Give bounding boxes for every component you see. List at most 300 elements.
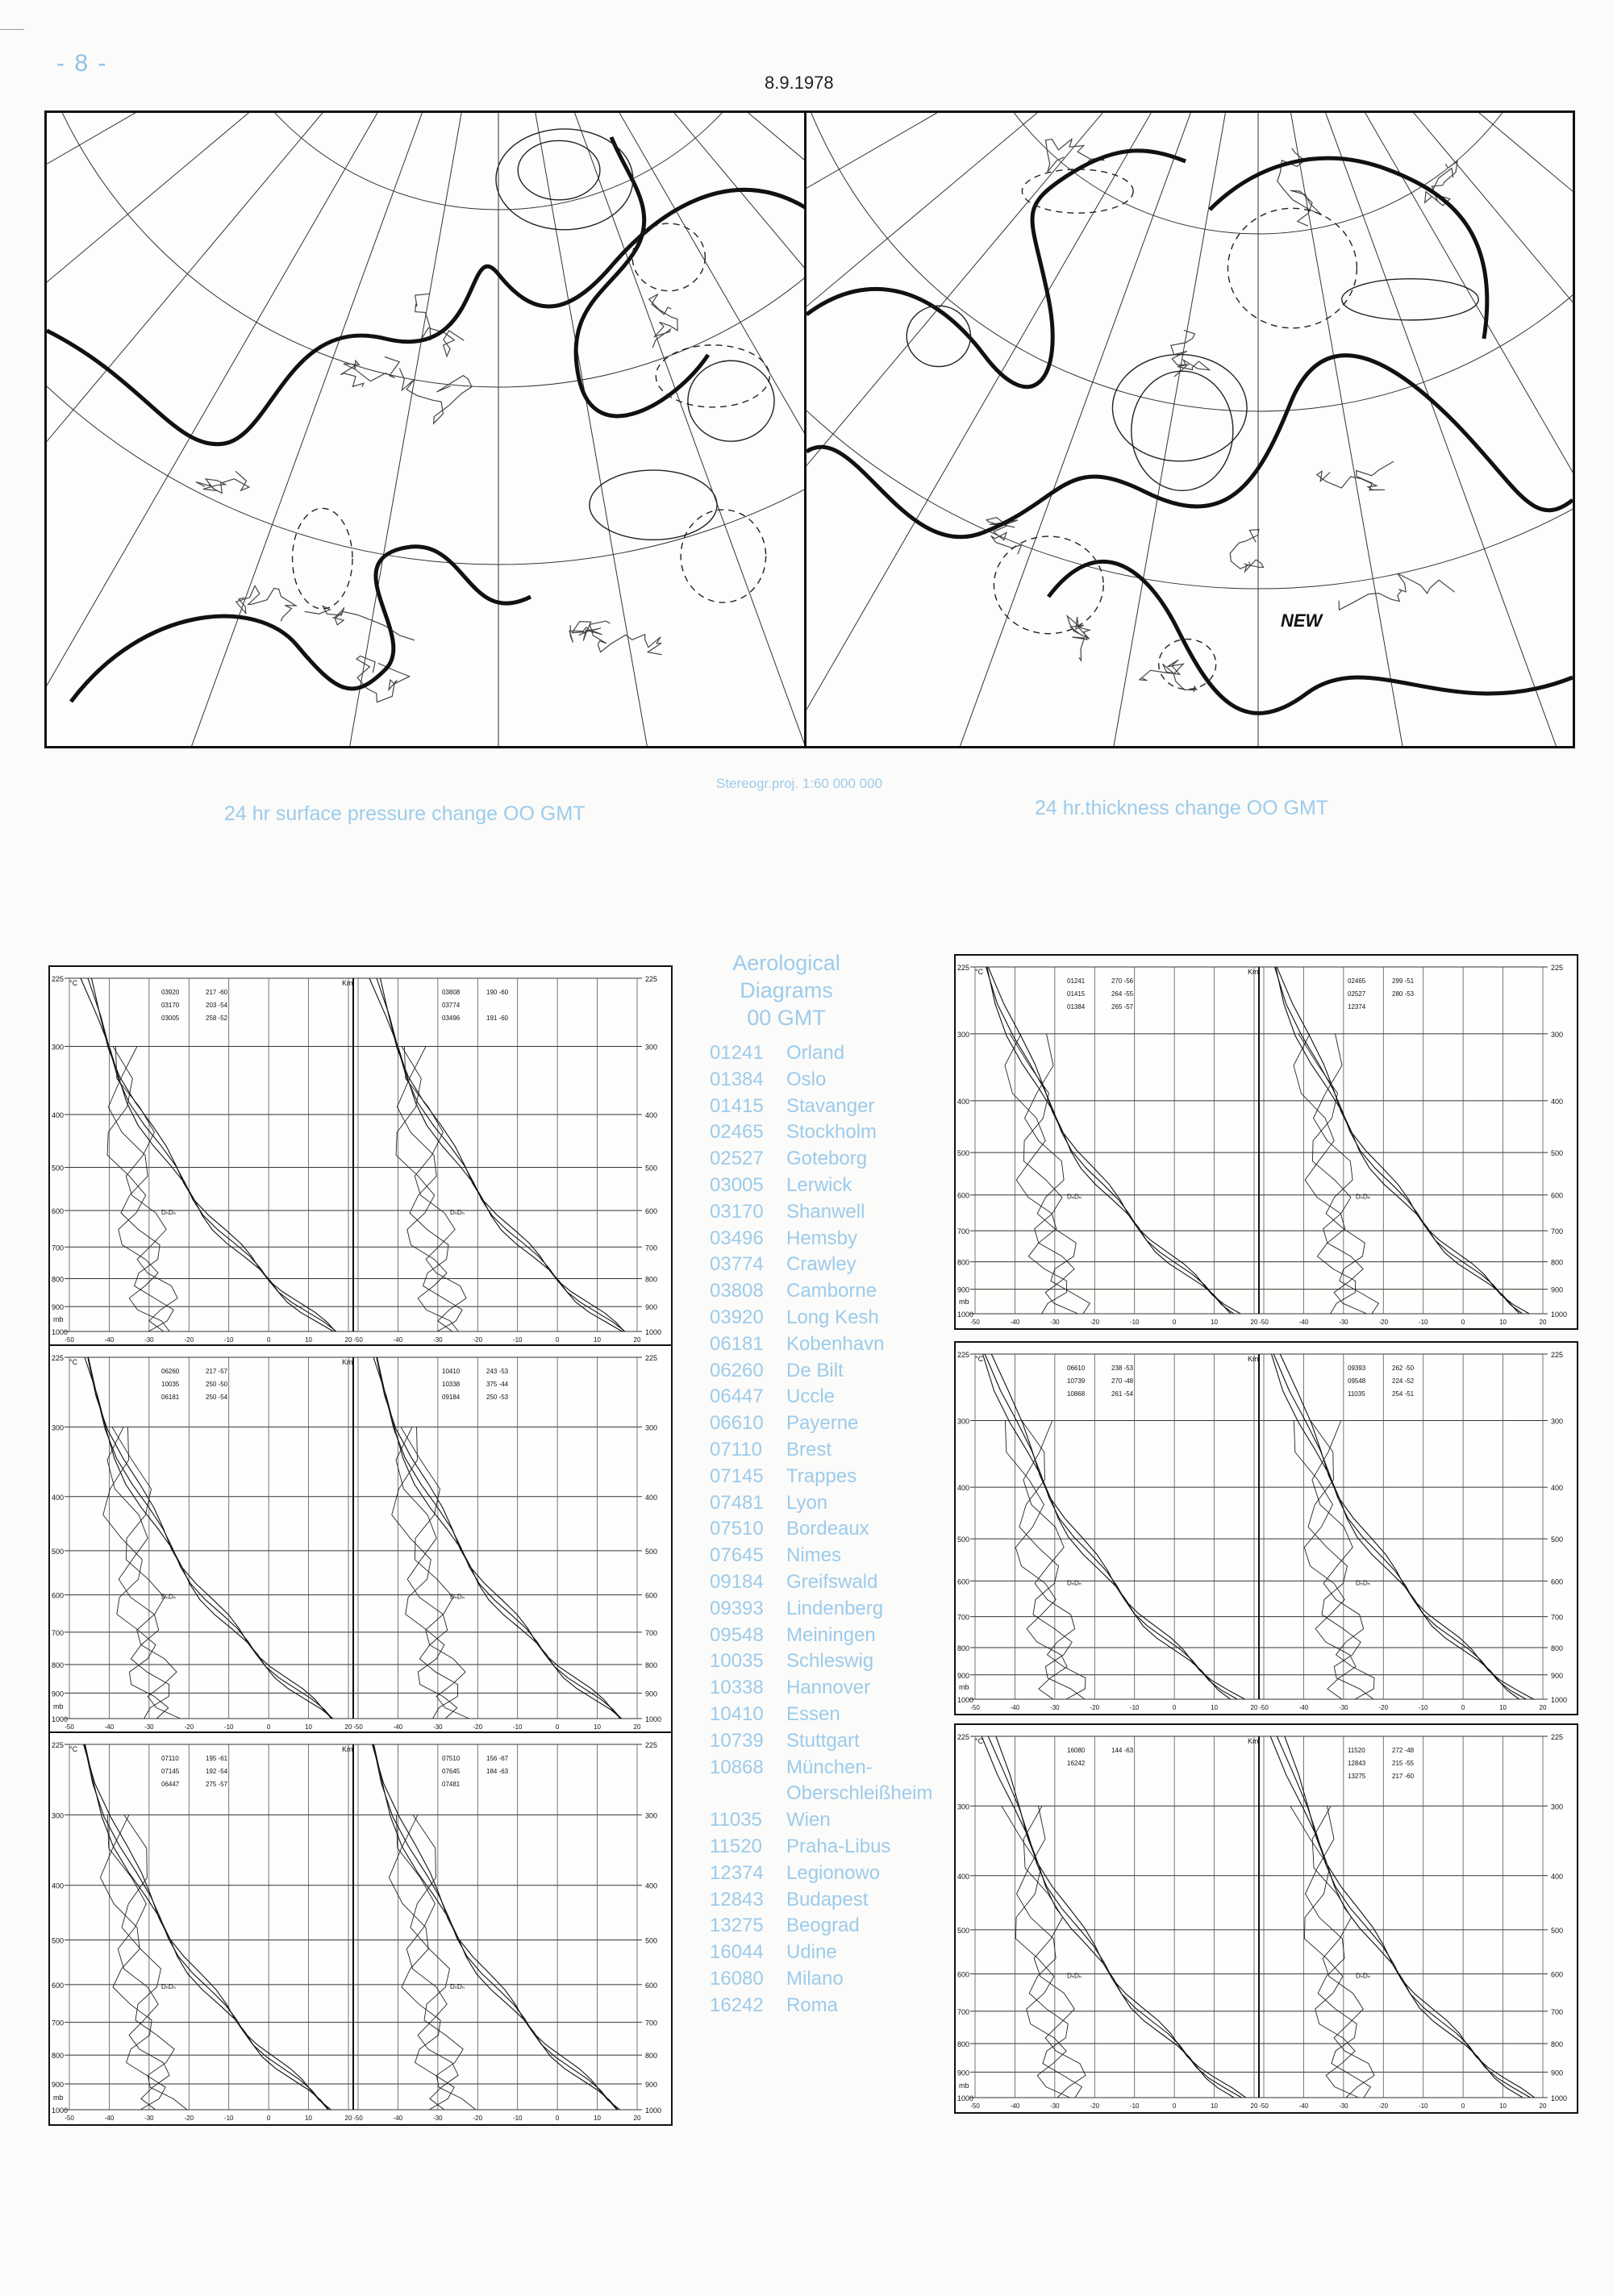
aerological-title-line3: 00 GMT: [747, 1006, 826, 1030]
pressure-level-label: 900: [645, 2081, 658, 2090]
temperature-tick-label: -10: [1418, 1319, 1428, 1326]
wind-value-label: 280 -53: [1392, 990, 1415, 998]
station-code-label: 06610: [1067, 1365, 1086, 1372]
station-name: Payerne: [786, 1412, 859, 1435]
zero-isoline: [806, 151, 1186, 387]
wind-value-label: 217 -60: [206, 989, 228, 996]
station-name: Long Kesh: [786, 1306, 879, 1328]
contour-line: [632, 223, 705, 291]
meridian-line: [1258, 113, 1573, 746]
temperature-tick-label: 10: [305, 1723, 313, 1731]
station-code: 01384: [710, 1068, 764, 1090]
temperature-tick-label: 10: [1499, 1704, 1507, 1711]
temperature-tick-label: -20: [1090, 1319, 1100, 1326]
zero-isoline: [47, 190, 809, 444]
station-code: 10739: [710, 1729, 764, 1752]
station-code: 12843: [710, 1888, 764, 1911]
station-code-label: 07110: [161, 1755, 179, 1762]
axis-unit-label: °C: [69, 979, 78, 987]
km-label: Km: [342, 979, 353, 987]
pressure-level-label: 1000: [957, 2094, 974, 2102]
station-code: 16080: [710, 1967, 764, 1990]
coastline: [1140, 660, 1197, 692]
coastline: [1339, 573, 1455, 610]
coastline: [649, 294, 678, 348]
meridian-line: [806, 113, 1258, 492]
temperature-tick-label: -30: [1050, 1319, 1060, 1326]
page-number: - 8 -: [56, 50, 108, 77]
station-name: Goteborg: [786, 1148, 868, 1170]
meridian-line: [806, 113, 1258, 653]
pressure-level-label: 400: [1551, 1484, 1564, 1493]
pressure-level-label: 300: [52, 1811, 65, 1820]
temperature-tick-label: -10: [223, 1723, 234, 1731]
contour-line: [1132, 371, 1233, 490]
meridian-line: [47, 113, 498, 746]
pressure-level-label: 700: [52, 1628, 65, 1637]
station-code: 10338: [710, 1677, 764, 1699]
temperature-tick-label: -20: [473, 1723, 483, 1731]
station-code-label: 16080: [1067, 1747, 1086, 1754]
pressure-level-label: 500: [1551, 1536, 1564, 1544]
pressure-level-label: 900: [645, 1303, 658, 1312]
pressure-level-label: 700: [645, 2019, 658, 2027]
station-row: [710, 1173, 968, 1199]
pressure-level-label: 400: [645, 1493, 658, 1502]
temperature-tick-label: -30: [1339, 1319, 1348, 1326]
temperature-tick-label: -50: [970, 2102, 980, 2110]
pressure-level-label: 800: [957, 1644, 970, 1652]
station-code: [710, 1781, 786, 1807]
diagram-drawing: [956, 1725, 1577, 2112]
temperature-tick-label: -20: [473, 1336, 483, 1344]
station-name: Beograd: [786, 1915, 860, 1937]
pressure-level-label: 1000: [1551, 2094, 1568, 2102]
station-row: [710, 1993, 968, 2019]
temperature-tick-label: -20: [473, 2115, 483, 2122]
station-code: 10410: [710, 1702, 764, 1725]
pressure-level-label: 900: [957, 1286, 970, 1294]
temperature-tick-label: 10: [1499, 2102, 1507, 2110]
wind-value-label: 250 -53: [486, 1394, 509, 1401]
dew-point-label: DₙDₙ: [1356, 1193, 1370, 1201]
station-name: Orland: [786, 1042, 845, 1064]
parallel-line: [806, 113, 1573, 411]
dew-point-label: DₙDₙ: [1067, 1972, 1082, 1980]
dewpoint-sounding-curve: [396, 1815, 458, 2110]
parallel-line: [47, 113, 809, 387]
wind-value-label: 250 -54: [206, 1394, 228, 1401]
pressure-level-label: 500: [957, 1149, 970, 1158]
temperature-tick-label: -20: [184, 1723, 194, 1731]
station-code: 02465: [710, 1121, 764, 1144]
pressure-level-label: 400: [52, 1493, 65, 1502]
coastline: [399, 369, 472, 423]
zero-isoline: [576, 137, 708, 416]
temperature-tick-label: 10: [594, 1723, 602, 1731]
station-name: Meiningen: [786, 1623, 876, 1646]
station-row: [710, 1305, 968, 1331]
pressure-level-label: 225: [957, 964, 970, 972]
pressure-level-label: 800: [645, 2052, 658, 2061]
temperature-tick-label: -40: [393, 1336, 403, 1344]
station-code-label: 10739: [1067, 1377, 1086, 1385]
temperature-tick-label: -30: [433, 1723, 443, 1731]
contour-line: [656, 345, 769, 407]
pressure-level-label: 225: [645, 975, 658, 983]
dew-point-label: DₙDₙ: [1356, 1972, 1370, 1980]
dewpoint-sounding-curve: [1298, 1034, 1367, 1314]
temperature-tick-label: -40: [104, 1723, 115, 1731]
station-name: Stavanger: [786, 1094, 875, 1117]
station-code: 12374: [710, 1861, 764, 1884]
station-code-label: 03774: [442, 1002, 461, 1009]
station-code-label: 03496: [442, 1015, 461, 1022]
temperature-tick-label: -20: [1378, 1704, 1389, 1711]
station-code: 07645: [710, 1544, 764, 1567]
pressure-level-label: 600: [52, 1591, 65, 1600]
station-code-label: 09184: [442, 1394, 461, 1401]
station-name: Stockholm: [786, 1121, 877, 1144]
pressure-level-label: 300: [645, 1423, 658, 1432]
dew-point-label: DₙDₙ: [450, 1209, 465, 1217]
pressure-level-label: 400: [645, 1110, 658, 1119]
diagram-drawing: [50, 1346, 671, 1733]
dewpoint-sounding-curve: [100, 1815, 165, 2110]
diagram-drawing: [50, 1733, 671, 2124]
coastline: [569, 622, 602, 643]
km-label: Km: [1248, 1737, 1259, 1745]
station-name: Brest: [786, 1438, 832, 1461]
station-code: 06260: [710, 1359, 764, 1381]
pressure-level-label: 800: [52, 1661, 65, 1669]
temperature-tick-label: -20: [1090, 2102, 1100, 2110]
temperature-tick-label: -30: [1050, 1704, 1060, 1711]
pressure-level-label: 600: [957, 1970, 970, 1979]
station-row: [710, 1702, 968, 1728]
pressure-level-label: 300: [957, 1030, 970, 1039]
station-name: Roma: [786, 1994, 839, 2016]
pressure-level-label: 800: [1551, 1258, 1564, 1267]
pressure-level-label: 225: [52, 1741, 65, 1749]
dewpoint-sounding-curve: [1025, 1034, 1090, 1314]
pressure-level-label: 1000: [1551, 1696, 1568, 1704]
station-row: [710, 1966, 968, 1993]
station-code-label: 01415: [1067, 990, 1086, 998]
pressure-level-label: 900: [52, 2081, 65, 2090]
temperature-tick-label: -20: [1090, 1704, 1100, 1711]
station-row: [710, 1623, 968, 1649]
station-code: 06447: [710, 1386, 764, 1408]
temperature-tick-label: -10: [1129, 1704, 1140, 1711]
temperature-tick-label: 0: [555, 2115, 560, 2122]
pressure-level-label: 400: [645, 1881, 658, 1890]
axis-unit-label: °C: [975, 1737, 984, 1745]
temperature-tick-label: -40: [1010, 2102, 1020, 2110]
wind-value-label: 184 -63: [486, 1768, 509, 1775]
pressure-level-label: 600: [645, 1981, 658, 1990]
mb-label: mb: [959, 1683, 969, 1691]
km-label: Km: [342, 1745, 353, 1753]
station-row: [710, 1913, 968, 1940]
wind-value-label: 190 -60: [486, 989, 509, 996]
pressure-level-label: 600: [645, 1207, 658, 1216]
axis-unit-label: °C: [975, 968, 984, 976]
station-code: 10868: [710, 1756, 764, 1778]
wind-value-label: 191 -60: [486, 1015, 509, 1022]
dewpoint-sounding-curve: [1019, 1421, 1085, 1700]
temperature-tick-label: -30: [1339, 1704, 1348, 1711]
contour-line: [681, 510, 765, 602]
station-code: 07110: [710, 1438, 762, 1461]
aerological-diagram-panel: [954, 1723, 1578, 2114]
dewpoint-sounding-curve: [396, 1427, 458, 1719]
temperature-tick-label: -50: [65, 1336, 74, 1344]
wind-value-label: 238 -53: [1111, 1365, 1134, 1372]
pressure-level-label: 225: [1551, 964, 1564, 972]
pressure-level-label: 1000: [645, 1328, 662, 1336]
station-code: 06610: [710, 1412, 764, 1435]
dewpoint-sounding-curve: [107, 1427, 169, 1719]
station-row: [710, 1781, 968, 1807]
meridian-line: [1258, 113, 1573, 746]
axis-unit-label: °C: [975, 1355, 984, 1363]
pressure-level-label: 700: [957, 2007, 970, 2016]
aerological-diagram-panel: [954, 1341, 1578, 1715]
aerological-title-line2: Diagrams: [740, 978, 833, 1002]
temperature-tick-label: -10: [1129, 1319, 1140, 1326]
temperature-tick-label: 0: [1461, 2102, 1465, 2110]
contour-line: [590, 470, 717, 540]
pressure-level-label: 700: [645, 1244, 658, 1252]
aerological-diagram-panel: [48, 965, 673, 1348]
dewpoint-sounding-curve: [1023, 1421, 1086, 1700]
station-name: Trappes: [786, 1465, 857, 1487]
projection-note: Stereogr.proj. 1:60 000 000: [716, 776, 883, 791]
wind-value-label: 272 -48: [1392, 1747, 1415, 1754]
station-code-label: 09393: [1348, 1365, 1366, 1372]
contour-line: [293, 508, 352, 609]
temperature-tick-label: -10: [512, 1336, 523, 1344]
meridian-line: [498, 113, 809, 290]
temperature-tick-label: 20: [1539, 2102, 1547, 2110]
station-row: [710, 1569, 968, 1596]
temperature-tick-label: -30: [1050, 2102, 1060, 2110]
km-label: Km: [342, 1358, 353, 1366]
meridian-line: [1062, 113, 1258, 746]
pressure-level-label: 500: [957, 1926, 970, 1935]
station-code: 09548: [710, 1623, 764, 1646]
station-code-label: 07645: [442, 1768, 461, 1775]
temperature-tick-label: 0: [555, 1336, 560, 1344]
parallel-line: [806, 113, 1573, 589]
temperature-tick-label: 0: [266, 1336, 271, 1344]
wind-value-label: 275 -57: [206, 1781, 228, 1788]
dew-point-label: DₙDₙ: [1067, 1579, 1082, 1587]
meridian-line: [1258, 113, 1573, 492]
contour-line: [1342, 279, 1479, 320]
pressure-level-label: 400: [957, 1484, 970, 1493]
meridian-line: [47, 113, 498, 468]
station-row: [710, 1887, 968, 1914]
wind-value-label: 203 -54: [206, 1002, 228, 1009]
temperature-tick-label: -10: [223, 2115, 234, 2122]
temperature-tick-label: 10: [594, 2115, 602, 2122]
contour-line: [1227, 208, 1357, 327]
coastline: [1067, 616, 1090, 660]
station-code-label: 01241: [1067, 977, 1086, 985]
temperature-tick-label: -10: [1418, 2102, 1428, 2110]
pressure-level-label: 800: [645, 1661, 658, 1669]
station-row: [710, 1940, 968, 1966]
aerological-diagram-panel: [48, 1344, 673, 1735]
pressure-level-label: 500: [52, 1547, 65, 1556]
temperature-tick-label: 10: [1211, 1319, 1219, 1326]
dew-point-label: DₙDₙ: [1356, 1579, 1370, 1587]
temperature-tick-label: -30: [433, 2115, 443, 2122]
pressure-level-label: 1000: [52, 2106, 69, 2115]
station-code: 01415: [710, 1094, 764, 1117]
pressure-level-label: 800: [52, 1275, 65, 1284]
wind-value-label: 261 -54: [1111, 1390, 1134, 1398]
pressure-level-label: 600: [957, 1191, 970, 1200]
station-row: [710, 1490, 968, 1517]
wind-value-label: 192 -54: [206, 1768, 228, 1775]
temperature-tick-label: 10: [305, 1336, 313, 1344]
dewpoint-sounding-curve: [1312, 1421, 1374, 1700]
pressure-level-label: 1000: [1551, 1311, 1568, 1319]
pressure-level-label: 700: [52, 2019, 65, 2027]
pressure-level-label: 1000: [957, 1311, 974, 1319]
dewpoint-sounding-curve: [115, 1047, 177, 1332]
temperature-tick-label: -50: [1259, 2102, 1269, 2110]
station-name: Wien: [786, 1809, 831, 1831]
station-code-label: 03170: [161, 1002, 180, 1009]
temperature-tick-label: -50: [970, 1704, 980, 1711]
station-name: Kobenhavn: [786, 1332, 885, 1355]
temperature-tick-label: -30: [433, 1336, 443, 1344]
station-code: 07510: [710, 1518, 764, 1540]
station-name: Legionowo: [786, 1861, 881, 1884]
meridian-line: [112, 113, 498, 746]
pressure-level-label: 800: [957, 2040, 970, 2048]
station-name: München-: [786, 1756, 873, 1778]
page-date: 8.9.1978: [765, 73, 834, 93]
pressure-level-label: 225: [957, 1351, 970, 1359]
wind-value-label: 264 -55: [1111, 990, 1134, 998]
station-code: 03170: [710, 1200, 764, 1223]
dewpoint-sounding-curve: [107, 1815, 169, 2110]
station-row: [710, 1199, 968, 1226]
aerological-diagram-panel: [954, 954, 1578, 1330]
axis-unit-label: °C: [69, 1358, 78, 1366]
wind-value-label: 215 -55: [1392, 1760, 1415, 1767]
temperature-tick-label: -10: [512, 2115, 523, 2122]
pressure-level-label: 500: [52, 1936, 65, 1945]
pressure-level-label: 300: [1551, 1417, 1564, 1426]
temperature-tick-label: 0: [1172, 2102, 1177, 2110]
temperature-tick-label: -20: [184, 2115, 194, 2122]
station-row: [710, 1861, 968, 1887]
station-row: [710, 1516, 968, 1543]
meridian-line: [1258, 113, 1573, 314]
temperature-tick-label: -50: [970, 1319, 980, 1326]
station-row: [710, 1755, 968, 1781]
new-label: NEW: [1281, 610, 1323, 631]
temperature-tick-label: -20: [184, 1336, 194, 1344]
pressure-level-label: 500: [1551, 1149, 1564, 1158]
pressure-level-label: 225: [52, 1354, 65, 1362]
temperature-tick-label: -30: [144, 1336, 154, 1344]
station-row: [710, 1358, 968, 1385]
station-name: Camborne: [786, 1280, 877, 1302]
temperature-tick-label: 10: [594, 1336, 602, 1344]
station-row: [710, 1146, 968, 1173]
contour-line: [994, 536, 1103, 634]
wind-value-label: 270 -48: [1111, 1377, 1134, 1385]
aerological-diagram-panel: [48, 1731, 673, 2126]
station-code-label: 16242: [1067, 1760, 1086, 1767]
station-row: [710, 1807, 968, 1834]
station-code-label: 07145: [161, 1768, 180, 1775]
station-name: Budapest: [786, 1888, 869, 1911]
dew-point-label: DₙDₙ: [1067, 1193, 1082, 1201]
station-name: Greifswald: [786, 1570, 878, 1593]
pressure-level-label: 600: [1551, 1970, 1564, 1979]
temperature-tick-label: -40: [1298, 2102, 1309, 2110]
station-code: 16044: [710, 1941, 764, 1964]
coastline: [1171, 331, 1210, 377]
station-row: [710, 1596, 968, 1623]
temperature-tick-label: -50: [65, 1723, 74, 1731]
pressure-level-label: 225: [1551, 1733, 1564, 1741]
pressure-level-label: 500: [957, 1536, 970, 1544]
diagram-drawing: [956, 956, 1577, 1328]
temperature-tick-label: 0: [266, 2115, 271, 2122]
dew-point-label: DₙDₙ: [450, 1593, 465, 1601]
pressure-level-label: 700: [957, 1227, 970, 1236]
pressure-level-label: 800: [645, 1275, 658, 1284]
station-code: 07481: [710, 1491, 764, 1514]
temperature-tick-label: -40: [104, 2115, 115, 2122]
temperature-tick-label: 10: [305, 2115, 313, 2122]
dewpoint-sounding-curve: [103, 1427, 169, 1719]
pressure-level-label: 800: [957, 1258, 970, 1267]
mb-label: mb: [53, 1702, 64, 1711]
station-name: Lindenberg: [786, 1597, 884, 1619]
meridian-line: [872, 113, 1258, 746]
pressure-level-label: 1000: [645, 2106, 662, 2115]
temperature-tick-label: 20: [1250, 2102, 1258, 2110]
station-row: [710, 1648, 968, 1675]
temperature-tick-label: -40: [104, 1336, 115, 1344]
temperature-tick-label: -50: [1259, 1319, 1269, 1326]
zero-isoline: [806, 356, 1573, 537]
dew-point-label: DₙDₙ: [161, 1209, 176, 1217]
station-code-label: 12843: [1348, 1760, 1366, 1767]
pressure-level-label: 600: [957, 1577, 970, 1586]
dewpoint-sounding-curve: [389, 1815, 454, 2110]
pressure-level-label: 225: [1551, 1351, 1564, 1359]
station-row: [710, 1252, 968, 1278]
mb-label: mb: [959, 1298, 969, 1306]
pressure-level-label: 700: [957, 1613, 970, 1622]
station-code: 06181: [710, 1332, 764, 1355]
station-code: 07145: [710, 1465, 764, 1487]
meridian-line: [1258, 113, 1573, 746]
station-name: Stuttgart: [786, 1729, 860, 1752]
dewpoint-sounding-curve: [1308, 1421, 1373, 1700]
